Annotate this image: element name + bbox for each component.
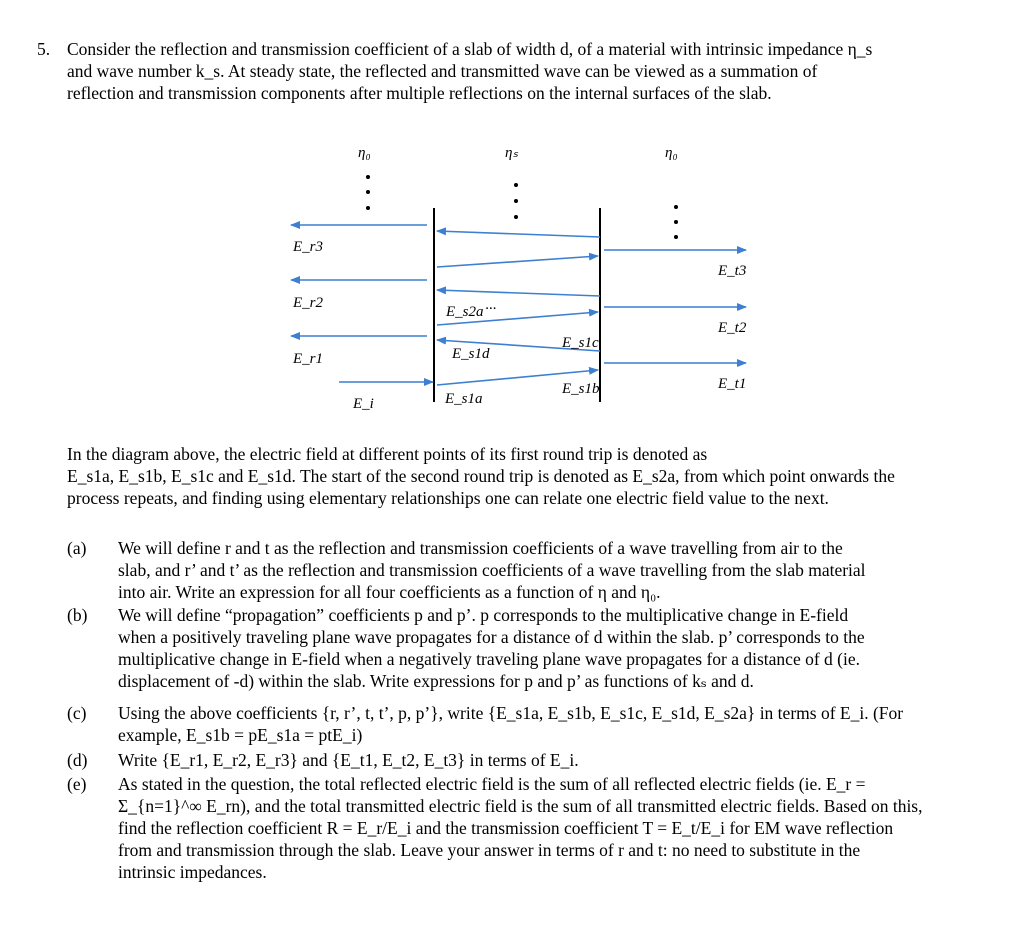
part-line: Using the above coefficients {r, r’, t, t’, p, p’}, write {E_s1a, E_s1b, E_s1c, E_s1d, E_s2a} in terms of E_i. (For [118,703,904,723]
part-line: when a positively traveling plane wave propagates for a distance of d within the slab. p’ corresponds to the [118,627,865,647]
diagram-description [67,443,1007,509]
et1-label: E_t1 [718,376,747,392]
part-line: We will define “propagation” coefficients p and p’. p corresponds to the multiplicative change in E-field [118,605,849,625]
es1d-label: E_s1d [452,346,490,362]
part-label: (b) [67,605,88,625]
description-line: process repeats, and finding using elementary relationships one can relate one electric field value to the next. [67,488,829,508]
description-line: In the diagram above, the electric field at different points of its first round trip is denoted as [67,444,708,464]
eta0-right-label: η₀ [665,145,678,161]
part-line: find the reflection coefficient R = E_r/E_i and the transmission coefficient T = E_t/E_i for EM wave reflection [118,818,894,838]
intro-line: reflection and transmission components after multiple reflections on the internal surfaces of the slab. [67,83,772,103]
description-line: E_s1a, E_s1b, E_s1c and E_s1d. The start of the second round trip is denoted as E_s2a, from which point onwards the [67,466,895,486]
et3-label: E_t3 [718,263,747,279]
part-line: As stated in the question, the total reflected electric field is the sum of all reflected electric fields (ie. E_r = [118,774,866,794]
part-line: Write {E_r1, E_r2, E_r3} and {E_t1, E_t2, E_t3} in terms of E_i. [118,750,579,770]
er2-label: E_r2 [293,295,323,311]
ei-label: E_i [353,396,374,412]
question-intro [67,38,1007,104]
ellipsis-label: ··· [485,301,497,317]
part-line: intrinsic impedances. [118,862,267,882]
part-line: example, E_s1b = pE_s1a = ptE_i) [118,725,363,745]
intro-line: and wave number k_s. At steady state, the reflected and transmitted wave can be viewed as a summation of [67,61,818,81]
er1-label: E_r1 [293,351,323,367]
part-line: Σ_{n=1}^∞ E_rn), and the total transmitted electric field is the sum of all transmitted electric fields. Based on this, [118,796,923,816]
part-line: displacement of -d) within the slab. Write expressions for p and p’ as functions of kₛ and d. [118,671,754,691]
eta-s-label: ηₛ [505,145,519,161]
eta0-left-label: η₀ [358,145,371,161]
et2-label: E_t2 [718,320,747,336]
er3-label: E_r3 [293,239,323,255]
part-line: multiplicative change in E-field when a negatively traveling plane wave propagates for a distance of d (ie. [118,649,860,669]
es1c-label: E_s1c [562,335,599,351]
internal-arrow [437,290,600,296]
slab-reflection-diagram [0,130,1024,430]
part-label: (d) [67,750,88,770]
part-label: (c) [67,703,87,723]
es1b-label: E_s1b [562,381,600,397]
internal-arrow [437,231,600,237]
question-number: 5. [37,39,51,59]
part-line: from and transmission through the slab. Leave your answer in terms of r and t: no need to substitute in the [118,840,861,860]
part-label: (e) [67,774,87,794]
part-line: We will define r and t as the reflection and transmission coefficients of a wave travelling from air to the [118,538,843,558]
part-line: into air. Write an expression for all four coefficients as a function of η and η₀. [118,582,661,602]
intro-line: Consider the reflection and transmission coefficient of a slab of width d, of a material with intrinsic impedance η_s [67,39,873,59]
part-label: (a) [67,538,87,558]
part-line: slab, and r’ and t’ as the reflection and transmission coefficients of a wave travelling from the slab material [118,560,866,580]
internal-arrow [437,256,598,267]
es2a-label: E_s2a [446,304,484,320]
continuation-dots [366,175,678,239]
es1a-label: E_s1a [445,391,483,407]
